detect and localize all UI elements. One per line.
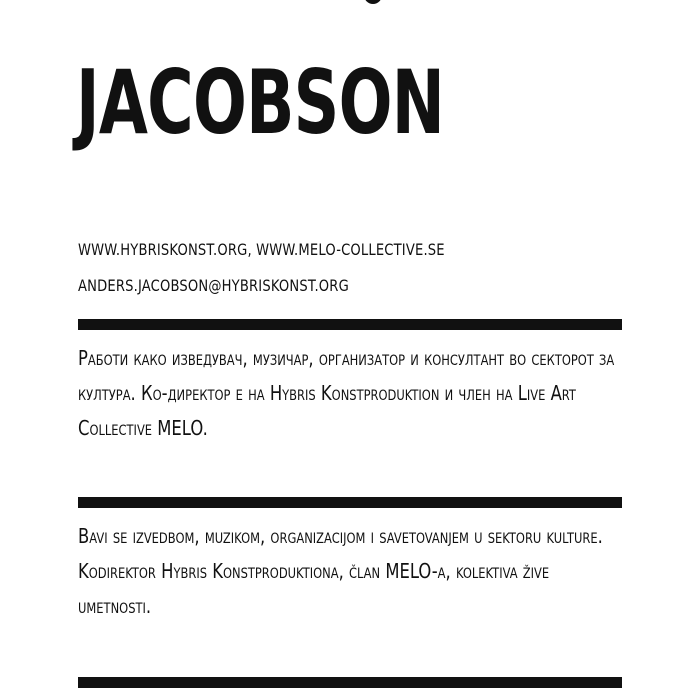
divider-rule	[78, 319, 622, 330]
surname-heading: JACOBSON	[76, 51, 445, 154]
divider-rule	[78, 677, 622, 688]
divider-rule	[78, 497, 622, 508]
bio-macedonian: Работи како изведувач, музичар, организатор и консултант во секторот за култура. Ко-директор е на Hybris Konstproduktion и член на Live Art Collective MELO.	[78, 346, 615, 440]
bio-serbian: Bavi se izvedbom, muzikom, organizacijom i savetovanjem u sektoru kulture. Kodirektor Hybris Konstproduktiona, član MELO-a, kolektiva žive umetnosti.	[78, 524, 603, 618]
websites-text: WWW.HYBRISKONST.ORG, WWW.MELO-COLLECTIVE.SE	[78, 240, 445, 259]
top-decoration	[364, 0, 382, 4]
email-text: ANDERS.JACOBSON@HYBRISKONST.ORG	[78, 276, 349, 295]
